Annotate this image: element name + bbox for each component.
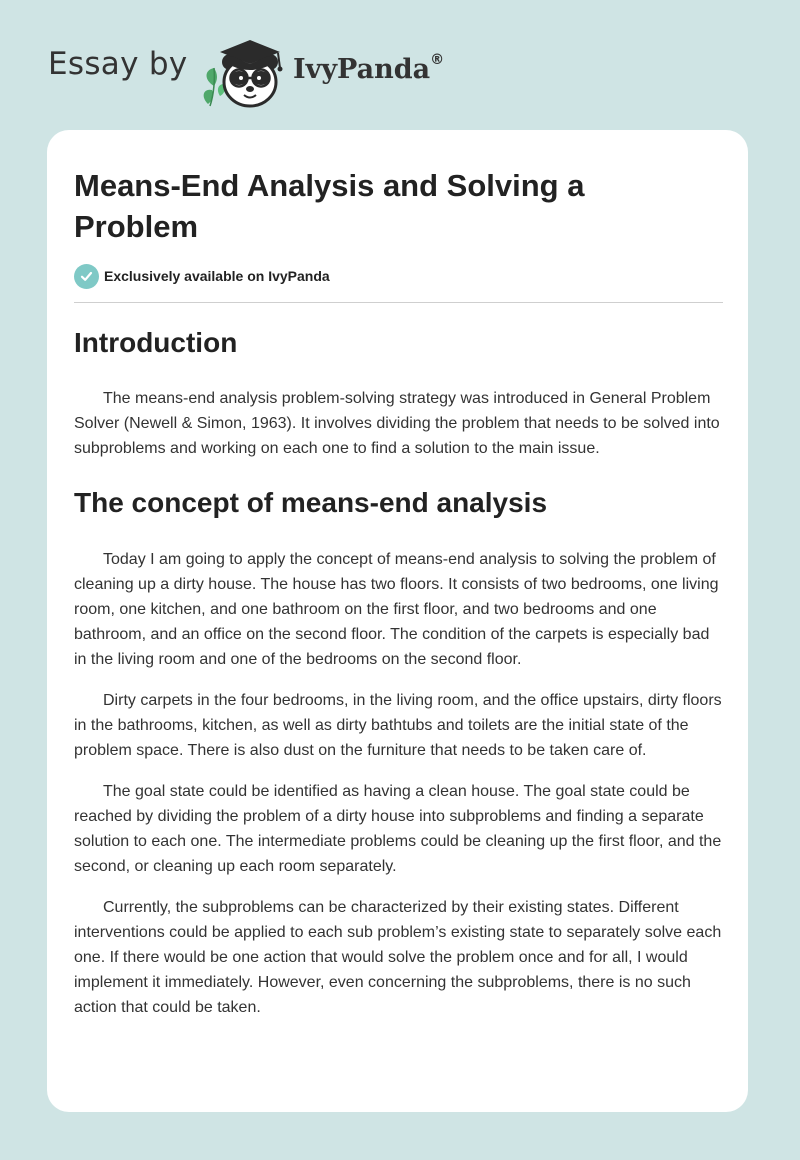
exclusive-badge [74, 263, 330, 289]
essay-content [74, 323, 724, 1020]
paragraph: The means-end analysis problem-solving strategy was introduced in General Problem Solver (Newell & Simon, 1963). It involves dividing the problem that needs to be solved into subproblems and working on each one to find a solution to the main issue. [74, 390, 720, 457]
registered-mark: ® [430, 52, 445, 68]
paragraph: The goal state could be identified as having a clean house. The goal state could be reached by dividing the problem of a dirty house into subproblems and finding a separate solution to each one. The intermediate problems could be cleaning up the first floor, and the second, or cleaning up each room separately. [74, 783, 722, 875]
paragraph: Today I am going to apply the concept of means-end analysis to solving the problem of cleaning up a dirty house. The house has two floors. It consists of two bedrooms, one living room, one kitchen, and one bathroom on the first floor, and two bedrooms and one bathroom, and an office on the second floor. The condition of the carpets is especially bad in the living room and one of the bedrooms on the second floor. [74, 551, 719, 668]
section-heading-concept: The concept of means-end analysis [74, 487, 548, 518]
paragraph: Dirty carpets in the four bedrooms, in the living room, and the office upstairs, dirty floors in the bathrooms, kitchen, as well as dirty bathtubs and toilets are the initial state of the problem space. There is also dust on the furniture that needs to be taken care of. [74, 692, 722, 759]
panda-graduate-logo-icon[interactable] [200, 34, 296, 110]
exclusive-label: Exclusively available on IvyPanda [104, 268, 330, 284]
ivy-leaf-icon [204, 68, 225, 106]
essay-card [47, 130, 748, 1112]
page-title: Means-End Analysis and Solving a Problem [74, 168, 585, 244]
check-icon [74, 264, 99, 289]
essay-by-label: Essay by [48, 46, 188, 82]
brand-name[interactable]: IvyPanda® [293, 52, 445, 85]
section-heading-introduction: Introduction [74, 327, 238, 358]
site-header [46, 30, 546, 110]
paragraph: Currently, the subproblems can be characterized by their existing states. Different interventions could be applied to each sub problem’s existing state to separately solve each one. If there would be one action that would solve the problem once and for all, I would implement it immediately. However, even concerning the subproblems, there is no such action that could be taken. [74, 899, 722, 1016]
divider [74, 302, 723, 303]
